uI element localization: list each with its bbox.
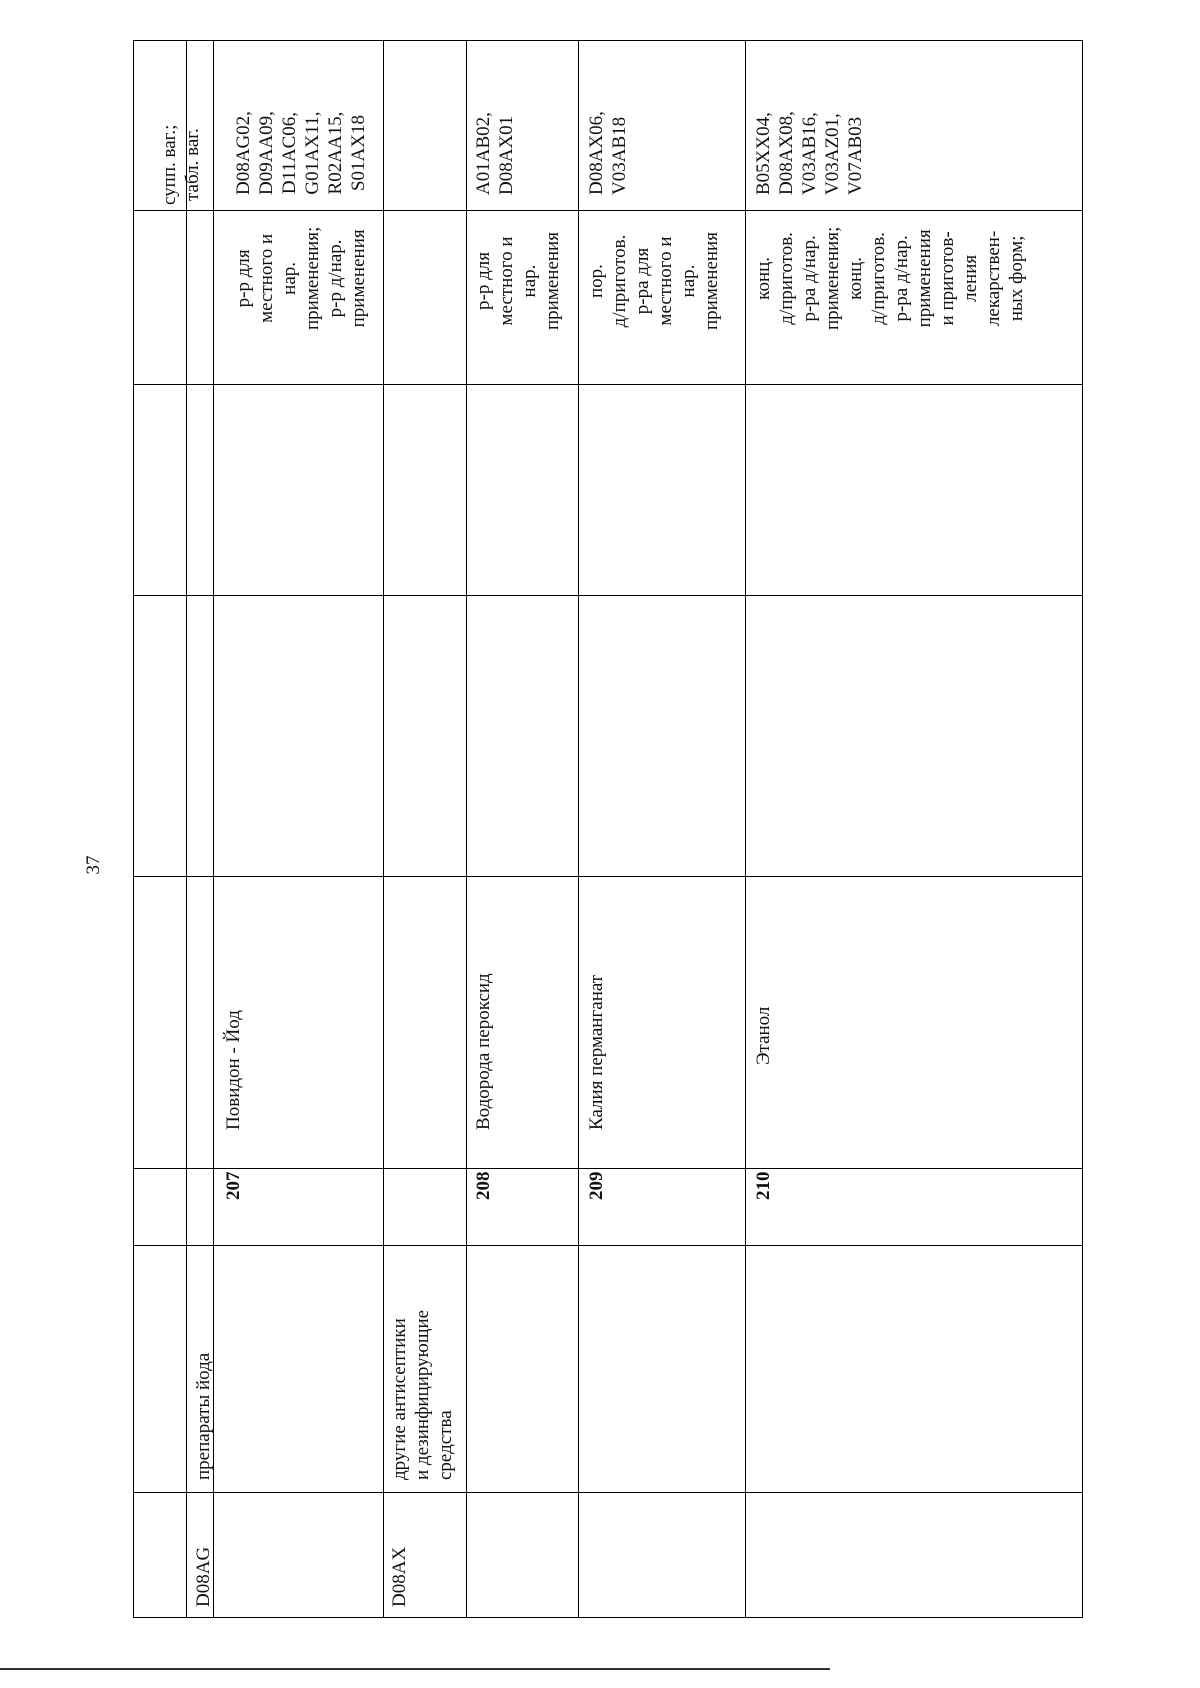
row1-group: препараты йода: [193, 1352, 214, 1480]
col-divider-extra1: [133, 595, 1083, 596]
row5-form: конц. д/приготов. р-ра д/нар. применения; конц. д/приготов. р-ра д/нар. применения и приготов- ления лекарствен- ных форм;: [753, 226, 1027, 330]
col-divider-extra2: [133, 384, 1083, 385]
table-border-top: [133, 40, 1083, 41]
row4-name: Калия перманганат: [586, 974, 607, 1130]
header-form-line1: супп. ваг.;: [159, 124, 180, 205]
table-border-bottom: [133, 1617, 1083, 1618]
row3-atc: A01AB02, D08AX01: [473, 112, 517, 195]
row2-code: D08AX: [389, 1546, 410, 1607]
row1-atc: D08AG02, D09AA09, D11AC06, G01AX11, R02AA15, S01AX18: [233, 111, 369, 195]
row3-form: р-р для местного и нар. применения: [473, 232, 563, 330]
row5-atc: B05XX04, D08AX08, V03AB16, V03AZ01, V07AB03: [753, 111, 866, 195]
row3-name: Водорода пероксид: [473, 973, 494, 1130]
row2-group: другие антисептики и дезинфицирующие средства: [389, 1309, 456, 1480]
row-divider-208: [466, 40, 467, 1618]
table-border-left: [133, 40, 134, 1618]
row4-atc: D08AX06, V03AB18: [586, 111, 630, 195]
row1-name: Повидон - Йод: [223, 1010, 244, 1130]
row-divider-209: [578, 40, 579, 1618]
row-divider-header: [186, 40, 187, 1618]
col-divider-form: [133, 210, 1083, 211]
page-number: 37: [83, 855, 104, 875]
row4-num: 209: [586, 1171, 607, 1200]
header-form-cell: [158, 125, 204, 205]
header-form-line2: табл. ваг.: [182, 128, 203, 201]
col-divider-code: [133, 1492, 1083, 1493]
col-divider-group: [133, 1245, 1083, 1246]
col-divider-name: [133, 876, 1083, 877]
row4-form: пор. д/приготов. р-ра для местного и нар. применения: [586, 232, 722, 330]
col-divider-num: [133, 1168, 1083, 1169]
bottom-rule: [0, 1668, 830, 1670]
row1-code: D08AG: [193, 1546, 214, 1607]
row-divider-d08ax: [383, 40, 384, 1618]
row5-num: 210: [753, 1171, 774, 1200]
row3-num: 208: [473, 1171, 494, 1200]
row1-num: 207: [223, 1171, 244, 1200]
table-border-right: [1082, 40, 1083, 1618]
row1-form: р-р для местного и нар. применения; р-р д/нар. применения: [233, 226, 369, 330]
row5-name: Этанол: [753, 1006, 774, 1065]
row-divider-210: [745, 40, 746, 1618]
